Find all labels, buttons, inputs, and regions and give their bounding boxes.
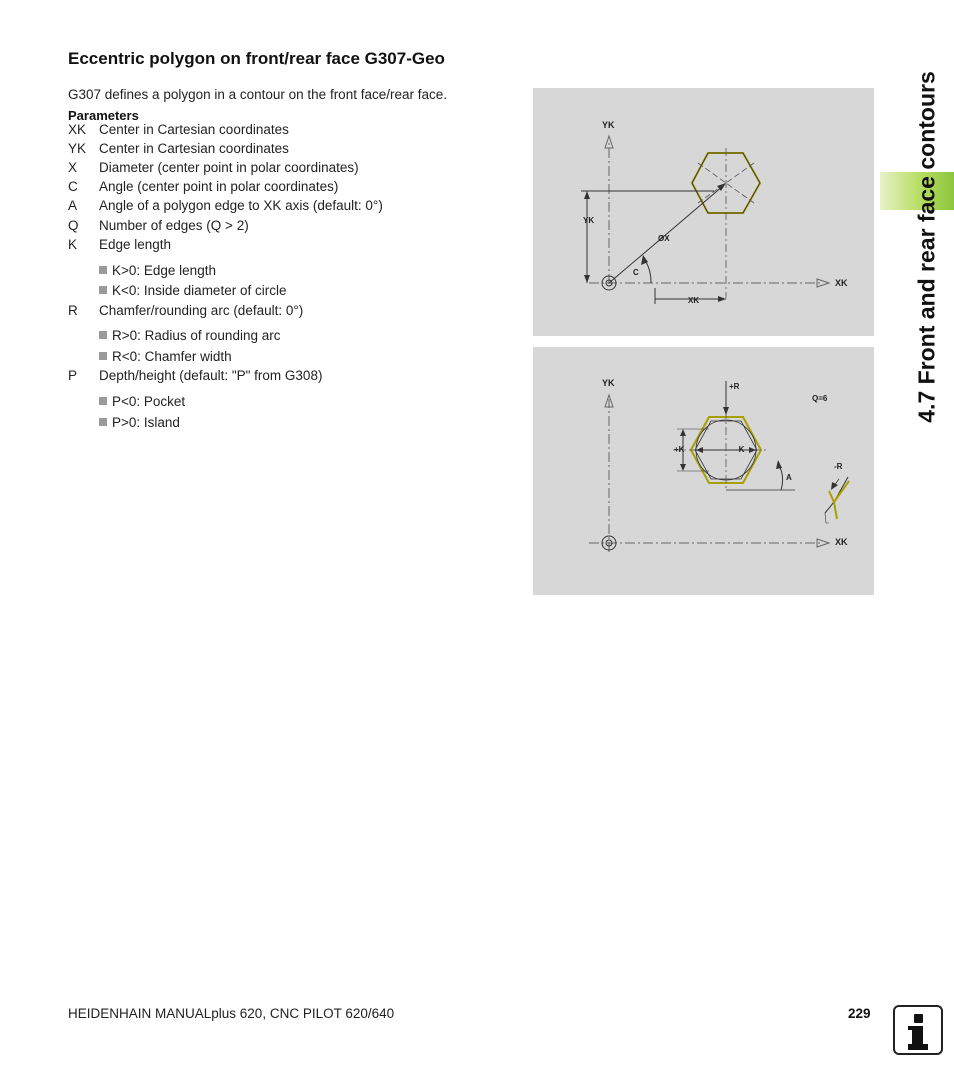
bullet-text: K<0: Inside diameter of circle — [112, 283, 287, 298]
bullet-item — [99, 328, 280, 343]
xk-axis-label: XK — [835, 537, 848, 547]
parameters-label: Parameters — [68, 108, 139, 123]
bullet-item — [99, 394, 185, 409]
param-key: XK — [68, 122, 87, 137]
bullet-text: P>0: Island — [112, 415, 180, 430]
figure-polygon-parameters — [533, 347, 874, 595]
plus-r-label: +R — [729, 382, 740, 391]
param-desc: Angle of a polygon edge to XK axis (default: 0°) — [99, 198, 383, 213]
bullet-square-icon — [99, 266, 107, 274]
param-key: K — [68, 237, 78, 252]
param-key: A — [68, 198, 78, 213]
bullet-square-icon — [99, 397, 107, 405]
param-key: YK — [68, 141, 87, 156]
param-desc: Diameter (center point in polar coordinates) — [99, 160, 359, 175]
bullet-square-icon — [99, 331, 107, 339]
section-heading: Eccentric polygon on front/rear face G307-Geo — [68, 49, 445, 68]
bullet-item — [99, 283, 286, 298]
chapter-title-text: 4.7 Front and rear face contours — [913, 71, 940, 423]
yk-axis-label: YK — [602, 120, 615, 130]
figure-polar-polygon — [533, 88, 874, 336]
param-desc: Depth/height (default: "P" from G308) — [99, 368, 323, 383]
param-desc: Number of edges (Q > 2) — [99, 218, 249, 233]
info-icon — [893, 1005, 943, 1055]
bullet-item — [99, 349, 232, 364]
param-key: C — [68, 179, 78, 194]
param-desc: Edge length — [99, 237, 172, 252]
param-key: P — [68, 368, 78, 383]
param-desc: Angle (center point in polar coordinates) — [99, 179, 339, 194]
a-label: A — [786, 473, 792, 482]
bullet-text: K>0: Edge length — [112, 263, 216, 278]
footer-manual-name: HEIDENHAIN MANUALplus 620, CNC PILOT 620/640 — [68, 1006, 395, 1021]
bullet-text: P<0: Pocket — [112, 394, 186, 409]
intro-text: G307 defines a polygon in a contour on the front face/rear face. — [68, 87, 447, 102]
bullet-square-icon — [99, 352, 107, 360]
minus-k-label: -K — [736, 445, 745, 454]
bullet-square-icon — [99, 418, 107, 426]
bullet-item — [99, 415, 180, 430]
bullet-square-icon — [99, 286, 107, 294]
bullet-text: R<0: Chamfer width — [112, 349, 232, 364]
minus-r-label: -R — [834, 462, 843, 471]
param-desc: Center in Cartesian coordinates — [99, 141, 289, 156]
bullet-item — [99, 263, 216, 278]
xk-dim-label: XK — [688, 296, 700, 305]
param-key: Q — [68, 218, 79, 233]
plus-k-label: +K — [674, 445, 685, 454]
param-key: R — [68, 303, 78, 318]
yk-axis-label: YK — [602, 378, 615, 388]
figure-parameter-diagram — [533, 347, 874, 595]
q-label: Q=6 — [812, 394, 828, 403]
xk-axis-label: XK — [835, 278, 848, 288]
yk-dim-label: YK — [583, 216, 595, 225]
chapter-title — [912, 52, 942, 442]
bullet-text: R>0: Radius of rounding arc — [112, 328, 281, 343]
param-desc: Chamfer/rounding arc (default: 0°) — [99, 303, 304, 318]
page-number: 229 — [848, 1006, 871, 1021]
c-angle-label: C — [633, 268, 639, 277]
param-key: X — [68, 160, 78, 175]
x-dim-label: ØX — [658, 234, 670, 243]
figure-polar-diagram — [533, 88, 874, 336]
param-desc: Center in Cartesian coordinates — [99, 122, 289, 137]
